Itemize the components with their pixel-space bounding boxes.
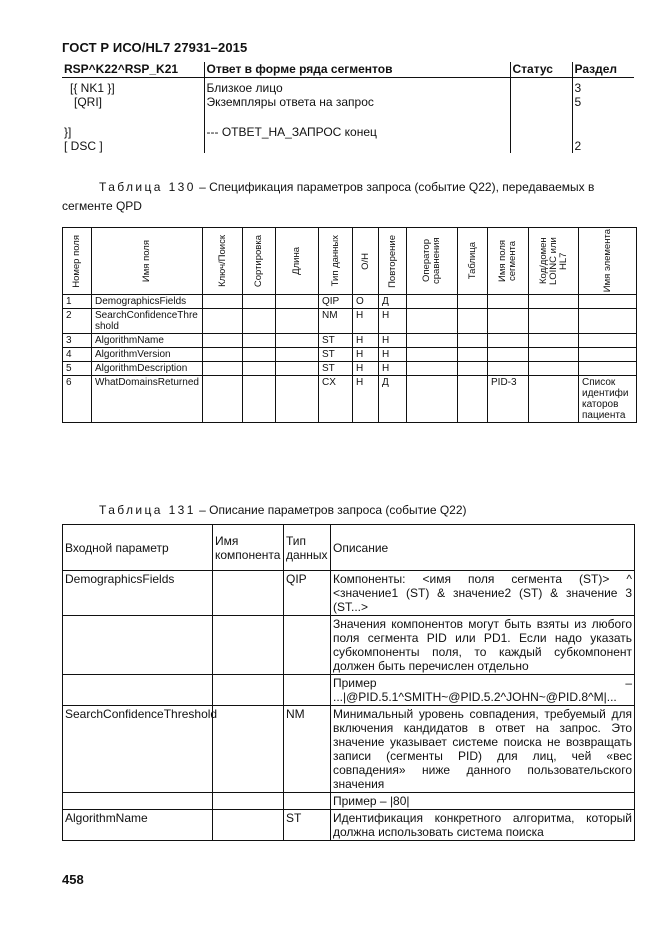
table-cell [579, 295, 637, 309]
table-cell [529, 295, 579, 309]
table-cell: WhatDomainsReturned [92, 376, 203, 423]
table-cell [488, 362, 529, 376]
table-cell [213, 675, 284, 706]
table-cell: QIP [319, 295, 353, 309]
table-cell: SearchConfidenceThreshold [63, 706, 213, 793]
table-cell: Н [379, 309, 407, 334]
segment-cell: }] [64, 125, 72, 139]
col-header: Ключ/Поиск [203, 228, 243, 295]
table-cell [276, 309, 319, 334]
table-cell [579, 334, 637, 348]
table-cell [284, 675, 331, 706]
description-cell: Значения компонентов могут быть взяты из любого поля сегмента PID или PD1. Если надо указать субкомпоненты поля, то каждый субкомпонент должен быть перечислен отдельно [331, 616, 635, 675]
table131-caption [62, 501, 634, 520]
table-row [62, 109, 634, 125]
description-cell [204, 109, 510, 125]
col-header: Сортировка [243, 228, 276, 295]
table-cell [488, 334, 529, 348]
table-cell [276, 348, 319, 362]
table130-header-row [63, 228, 637, 295]
table-cell: 5 [63, 362, 92, 376]
table-cell [579, 309, 637, 334]
table-cell [407, 348, 458, 362]
table-cell: О [353, 295, 379, 309]
description-cell: Минимальный уровень совпадения, требуемый для включения кандидатов в ответ на запрос. Это значение указывает системе поиска не возвращать записи (сегменты PID) для лиц, чей «вес совпадения» ниже данного пользовательского значения [331, 706, 635, 793]
segment-cell: [{ NK1 }] [70, 81, 115, 95]
table-row [62, 95, 634, 109]
section-cell: 2 [572, 139, 634, 153]
status-cell [510, 95, 572, 109]
table-cell [529, 348, 579, 362]
table-cell [529, 334, 579, 348]
table-cell [213, 706, 284, 793]
table-cell: Н [353, 376, 379, 423]
status-cell [510, 78, 572, 96]
table-row [62, 139, 634, 153]
col-header: Номер поля [63, 228, 92, 295]
table-cell [243, 348, 276, 362]
description-cell: Пример – |80| [331, 793, 635, 810]
seg-col-header: RSP^K22^RSP_K21 [62, 62, 204, 78]
table-cell [458, 309, 488, 334]
description-cell [204, 139, 510, 153]
table-cell: AlgorithmName [92, 334, 203, 348]
table-cell: Н [353, 309, 379, 334]
table-cell: AlgorithmDescription [92, 362, 203, 376]
table-cell [213, 810, 284, 841]
table-cell [203, 362, 243, 376]
table-cell [213, 571, 284, 616]
section-cell: 5 [572, 95, 634, 109]
description-cell: Идентификация конкретного алгоритма, который должна использовать система поиска [331, 810, 635, 841]
description-cell: --- ОТВЕТ_НА_ЗАПРОС конец [204, 125, 510, 139]
table-cell [203, 295, 243, 309]
table-cell: Н [353, 362, 379, 376]
table-cell [488, 348, 529, 362]
table-row [63, 376, 637, 423]
table130-caption [62, 178, 634, 216]
table-cell: NM [319, 309, 353, 334]
col-header: Описание [331, 525, 635, 571]
segment-table-header [62, 62, 634, 78]
table-cell [458, 376, 488, 423]
table-cell: CX [319, 376, 353, 423]
table-row [62, 78, 634, 96]
table-cell: QIP [284, 571, 331, 616]
description-cell: Близкое лицо [204, 78, 510, 96]
table-cell [407, 334, 458, 348]
table-cell [529, 309, 579, 334]
table-cell [458, 348, 488, 362]
table-cell: Н [353, 334, 379, 348]
table-row [63, 616, 635, 675]
table-cell: Н [353, 348, 379, 362]
table130-caption-label: Таблица 130 [99, 180, 196, 194]
table-cell [458, 334, 488, 348]
table-cell: Д [379, 376, 407, 423]
table-cell: Н [379, 348, 407, 362]
table-cell [529, 376, 579, 423]
col-header: Имя поля [92, 228, 203, 295]
table-cell: 3 [63, 334, 92, 348]
col-header: Имя компонента [213, 525, 284, 571]
table-row [63, 810, 635, 841]
table-cell [203, 334, 243, 348]
col-header: Тип данных [319, 228, 353, 295]
table-row [63, 348, 637, 362]
status-cell [510, 139, 572, 153]
col-header: Таблица [458, 228, 488, 295]
table-row [63, 295, 637, 309]
col-header: Имя элемента [579, 228, 637, 295]
table-cell: 4 [63, 348, 92, 362]
table-cell: Список идентификаторов пациента [579, 376, 637, 423]
table-cell [579, 362, 637, 376]
col-header: Входной параметр [63, 525, 213, 571]
segment-cell [62, 109, 204, 125]
table-cell: DemographicsFields [63, 571, 213, 616]
col-header: Имя поля сегмента [488, 228, 529, 295]
table-cell [284, 793, 331, 810]
table-cell: ST [319, 334, 353, 348]
table-row [63, 706, 635, 793]
table-cell: AlgorithmName [63, 810, 213, 841]
table-cell: 6 [63, 376, 92, 423]
col-header: Длина [276, 228, 319, 295]
table-cell [488, 295, 529, 309]
table-cell [63, 616, 213, 675]
table-row [63, 793, 635, 810]
table-cell [276, 362, 319, 376]
table-cell [243, 295, 276, 309]
table-cell [203, 309, 243, 334]
segment-cell: [ DSC ] [64, 139, 103, 153]
col-header: Повторение [379, 228, 407, 295]
col-header: Тип данных [284, 525, 331, 571]
table-cell: Н [379, 362, 407, 376]
table-cell [407, 376, 458, 423]
table-cell: 1 [63, 295, 92, 309]
description-cell: Компоненты: <имя поля сегмента (ST)> ^ <значение1 (ST) & значение2 (ST) & значение 3 (ST...> [331, 571, 635, 616]
section-cell [572, 109, 634, 125]
table-cell: Н [379, 334, 407, 348]
table-cell: PID-3 [488, 376, 529, 423]
segment-cell: [QRI] [74, 95, 103, 109]
table-cell: Д [379, 295, 407, 309]
table-cell [458, 295, 488, 309]
col-header: Код/домен LOINC или HL7 [529, 228, 579, 295]
table-row [63, 675, 635, 706]
table-131 [62, 524, 635, 841]
table131-header-row [63, 525, 635, 571]
status-cell [510, 109, 572, 125]
table-cell: NM [284, 706, 331, 793]
table-cell [407, 295, 458, 309]
table131-caption-label: Таблица 131 [99, 503, 196, 517]
table-cell [529, 362, 579, 376]
table-cell [243, 376, 276, 423]
table-cell [243, 309, 276, 334]
table-cell [203, 376, 243, 423]
segment-table [62, 62, 634, 153]
section-col-header: Раздел [572, 62, 634, 78]
table131-caption-text: – Описание параметров запроса (событие Q22) [199, 503, 467, 517]
desc-col-header: Ответ в форме ряда сегментов [204, 62, 510, 78]
section-cell: 3 [572, 78, 634, 96]
description-cell: Экземпляры ответа на запрос [204, 95, 510, 109]
table-cell: DemographicsFields [92, 295, 203, 309]
col-header: Оператор сравнения [407, 228, 458, 295]
page-header: ГОСТ Р ИСО/HL7 27931–2015 [62, 40, 248, 55]
description-cell: Пример – ...|@PID.5.1^SMITH~@PID.5.2^JOHN~@PID.8^M|... [331, 675, 635, 706]
table-cell [213, 793, 284, 810]
table-cell: ST [284, 810, 331, 841]
table-cell [276, 334, 319, 348]
table-130 [62, 227, 637, 423]
table-row [62, 125, 634, 139]
table-cell: 2 [63, 309, 92, 334]
table130-caption-text: – Спецификация параметров запроса (событие Q22), передаваемых в сегменте QPD [62, 180, 595, 213]
table-cell: ST [319, 362, 353, 376]
table-cell [63, 675, 213, 706]
section-cell [572, 125, 634, 139]
table-cell [579, 348, 637, 362]
table-cell [63, 793, 213, 810]
table-cell [213, 616, 284, 675]
table-cell [243, 362, 276, 376]
table-cell [284, 616, 331, 675]
status-col-header: Статус [510, 62, 572, 78]
col-header: О/Н [353, 228, 379, 295]
table-cell [458, 362, 488, 376]
table-cell: SearchConfidenceThreshold [92, 309, 203, 334]
table-cell [407, 309, 458, 334]
table-cell [276, 295, 319, 309]
table-row [63, 362, 637, 376]
table-row [63, 571, 635, 616]
table-cell [407, 362, 458, 376]
table-cell [243, 334, 276, 348]
table-row [63, 309, 637, 334]
page-number: 458 [62, 872, 84, 887]
table-cell [276, 376, 319, 423]
table-cell: ST [319, 348, 353, 362]
table-cell: AlgorithmVersion [92, 348, 203, 362]
table-cell [203, 348, 243, 362]
table-cell [488, 309, 529, 334]
table-row [63, 334, 637, 348]
status-cell [510, 125, 572, 139]
